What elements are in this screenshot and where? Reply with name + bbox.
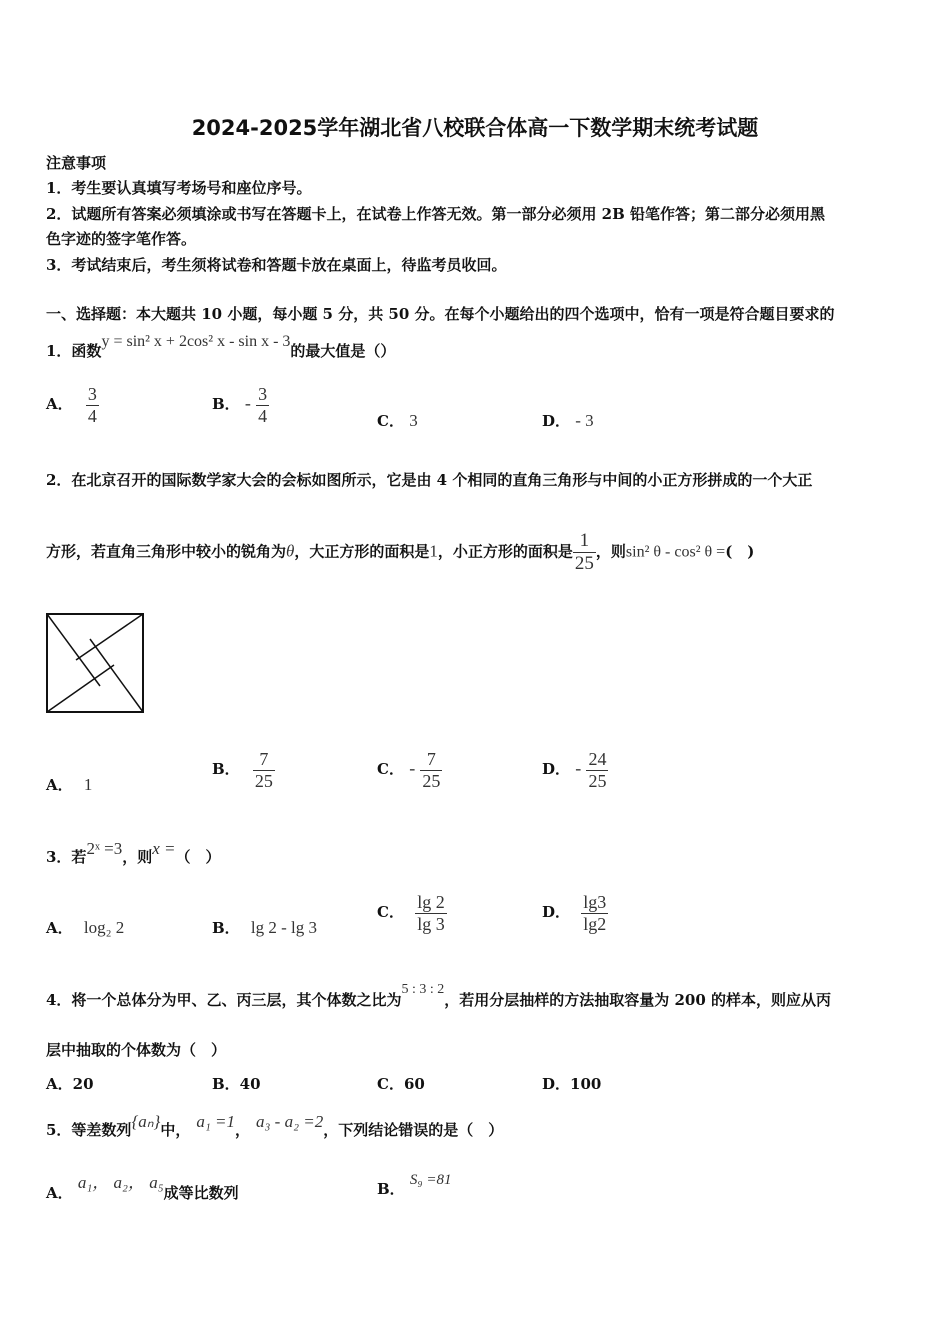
q1-a-num: 3 <box>87 384 97 404</box>
q3-x: x = <box>152 839 176 858</box>
q3-option-c[interactable] <box>377 892 447 934</box>
q3-c-den: lg 3 <box>417 913 445 934</box>
q1-option-b[interactable] <box>212 384 269 426</box>
notice-item-2: 2．试题所有答案必须填涂或书写在答题卡上，在试卷上作答无效。第一部分必须用 2B 铅笔作答；第二部分必须用黑 <box>46 205 826 223</box>
q2-c-sign: - <box>409 758 416 779</box>
q1-option-d-value: - 3 <box>575 411 594 430</box>
q4-text-b: ，若用分层抽样的方法抽取容量为 200 的样本，则应从丙 <box>444 991 831 1009</box>
q3-stem <box>46 839 221 867</box>
q3-option-a-value: log₂ 2 <box>83 918 125 937</box>
q2-option-a-label: A． <box>46 776 73 794</box>
q1-b-sign: - <box>244 393 251 414</box>
q5-option-b-math: S₉ =81 <box>409 1172 452 1188</box>
q4-stem-line2: 层中抽取的个体数为（ ） <box>46 1041 227 1059</box>
q2-theta: θ <box>286 541 295 561</box>
q3-option-c-label: C． <box>377 903 404 922</box>
q2-option-c-fraction <box>420 749 442 791</box>
q5-mid: 中， <box>160 1121 191 1139</box>
q2-option-d[interactable] <box>542 749 608 791</box>
q1-option-b-label: B． <box>212 395 240 414</box>
q3-mid: ，则 <box>122 848 153 866</box>
q2-d-sign: - <box>575 758 582 779</box>
q2-c-num: 7 <box>420 749 442 771</box>
q1-option-d[interactable] <box>542 410 594 431</box>
q1-stem <box>46 333 396 361</box>
q1-prefix: 1．函数 <box>46 342 102 360</box>
q3-option-c-fraction <box>415 892 447 934</box>
q1-option-a-fraction <box>86 384 99 426</box>
q2-b-num: 7 <box>253 749 275 771</box>
section-heading: 一、选择题：本大题共 10 小题，每小题 5 分，共 50 分。在每个小题给出的四个选项中，恰有一项是符合题目要求的 <box>46 305 835 323</box>
q1-option-c-value: 3 <box>409 411 418 430</box>
q5-prefix: 5．等差数列 <box>46 1121 132 1139</box>
notice-item-1: 1．考生要认真填写考场号和座位序号。 <box>46 179 312 197</box>
q2-one: 1 <box>429 541 438 561</box>
q2-option-b[interactable] <box>212 749 275 791</box>
notice-item-2-cont: 色字迹的签字笔作答。 <box>46 230 197 248</box>
q4-option-b[interactable]: B．40 <box>212 1075 261 1093</box>
notice-heading: 注意事项 <box>46 154 107 172</box>
q3-option-d[interactable] <box>542 892 608 934</box>
figure-square-diagram <box>46 613 144 713</box>
q5-condition-1: a₁ =1 <box>196 1112 235 1131</box>
q2-option-a-value: 1 <box>83 775 93 794</box>
q4-text-a: 4．将一个总体分为甲、乙、丙三层，其个体数之比为 <box>46 991 402 1009</box>
q2-frac-num: 1 <box>573 530 596 553</box>
q1-option-c[interactable] <box>377 410 418 431</box>
q3-option-a[interactable] <box>46 917 124 938</box>
figure-line-2 <box>76 614 143 660</box>
q2-text-a: 方形，若直角三角形中较小的锐角为 <box>46 542 287 561</box>
q1-b-den: 4 <box>258 405 268 426</box>
q2-frac-den: 25 <box>574 552 594 574</box>
q2-d-den: 25 <box>588 770 607 791</box>
q5-tail: ，下列结论错误的是（ ） <box>323 1121 504 1139</box>
q3-option-b-value: lg 2 - lg 3 <box>250 918 318 937</box>
q3-prefix: 3．若 <box>46 848 87 866</box>
q5-separator: ， <box>234 1121 250 1139</box>
q2-option-c-label: C． <box>377 760 404 779</box>
q4-option-d[interactable]: D．100 <box>542 1075 602 1093</box>
q1-option-a-label: A． <box>46 395 73 414</box>
q3-option-d-fraction <box>581 892 608 934</box>
q2-d-num: 24 <box>588 749 607 769</box>
q2-b-den: 25 <box>254 770 273 791</box>
q3-option-b-label: B． <box>212 919 240 937</box>
q2-option-d-fraction <box>586 749 608 791</box>
q3-tail: （ ） <box>175 848 221 866</box>
q3-option-d-label: D． <box>542 903 571 922</box>
q5-condition-2: a₃ - a₂ =2 <box>256 1112 324 1131</box>
q1-option-c-label: C． <box>377 412 404 430</box>
q3-option-b[interactable] <box>212 917 317 938</box>
q5-option-a[interactable] <box>46 1173 239 1203</box>
q2-option-b-fraction <box>253 749 275 791</box>
q1-option-a[interactable] <box>46 384 99 426</box>
page-title: 2024-2025学年湖北省八校联合体高一下数学期末统考试题 <box>191 116 759 140</box>
q5-sequence: {aₙ} <box>131 1112 161 1131</box>
q2-option-c[interactable] <box>377 749 442 791</box>
q2-expression: sin² θ - cos² θ = <box>625 543 726 561</box>
q3-c-num: lg 2 <box>417 892 445 912</box>
q1-option-b-fraction <box>256 384 269 426</box>
figure-line-1 <box>47 614 100 686</box>
q2-text-c: ，小正方形的面积是 <box>437 542 573 561</box>
q3-d-den: lg2 <box>583 913 607 934</box>
q5-option-b[interactable] <box>377 1172 452 1199</box>
q2-text-d: ，则 <box>595 542 626 561</box>
q2-small-area-fraction <box>573 530 596 575</box>
q2-option-a[interactable] <box>46 774 92 795</box>
q2-stem-line2 <box>46 530 754 575</box>
q5-option-a-math: a₁， a₂， a₅ <box>77 1173 164 1192</box>
q1-b-num: 3 <box>258 384 268 404</box>
q2-text-b: ，大正方形的面积是 <box>294 542 430 561</box>
q2-option-b-label: B． <box>212 760 240 779</box>
q4-ratio: 5 : 3 : 2 <box>401 982 445 997</box>
q3-option-a-label: A． <box>46 919 73 937</box>
q5-option-a-label: A． <box>46 1184 73 1202</box>
q3-d-num: lg3 <box>583 892 607 912</box>
q2-tail: ( ) <box>725 542 755 561</box>
q2-c-den: 25 <box>422 770 441 791</box>
figure-line-4 <box>47 665 114 712</box>
q5-option-b-label: B． <box>377 1180 405 1198</box>
q4-option-c[interactable]: C．60 <box>377 1075 425 1093</box>
q4-option-a[interactable]: A．20 <box>46 1075 94 1093</box>
q4-stem-line1 <box>46 982 831 1010</box>
q1-expression: y = sin² x + 2cos² x - sin x - 3 <box>101 333 291 350</box>
q1-suffix: 的最大值是（） <box>290 342 396 360</box>
q1-option-d-label: D． <box>542 412 571 430</box>
figure-outer-square <box>47 614 143 712</box>
q5-option-a-text: 成等比数列 <box>163 1184 239 1202</box>
q2-option-d-label: D． <box>542 760 571 779</box>
q1-a-den: 4 <box>87 405 97 426</box>
notice-item-3: 3．考试结束后，考生须将试卷和答题卡放在桌面上，待监考员收回。 <box>46 256 507 274</box>
q2-stem-line1: 2．在北京召开的国际数学家大会的会标如图所示，它是由 4 个相同的直角三角形与中间的小正方形拼成的一个大正 <box>46 471 813 489</box>
q5-stem <box>46 1112 504 1140</box>
q3-condition: 2ˣ =3 <box>86 839 123 858</box>
